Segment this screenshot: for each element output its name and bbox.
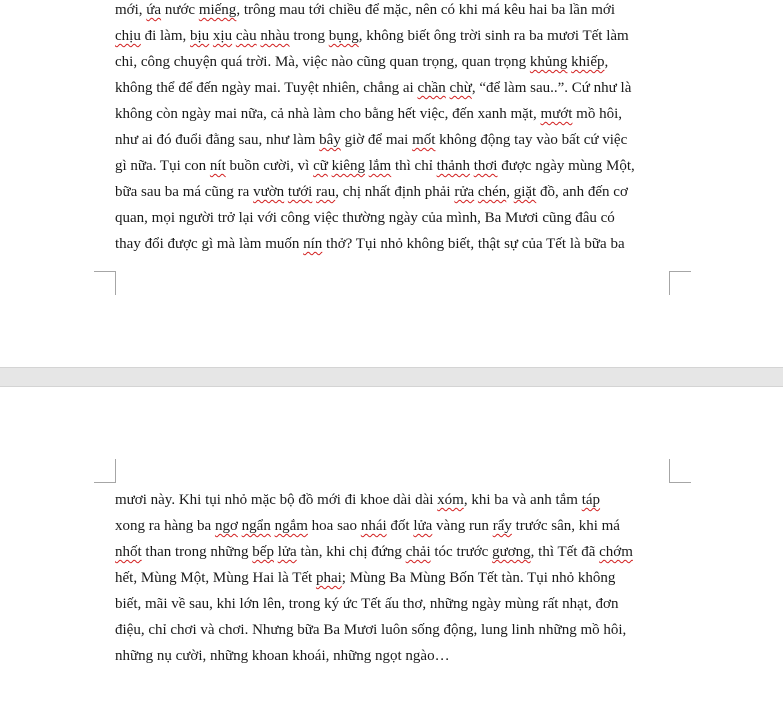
text-run[interactable]: , trông mau tới chiều để mặc, nên có khi má kêu hai ba lần mới	[236, 2, 615, 18]
text-run[interactable]: than trong những	[141, 544, 253, 560]
spelling-flagged-word[interactable]: kiêng	[331, 158, 365, 174]
spelling-flagged-word[interactable]: lửa	[277, 544, 297, 560]
spelling-flagged-word[interactable]: thảnh	[436, 158, 470, 174]
text-run[interactable]: giờ để mai	[340, 132, 413, 148]
text-run[interactable]: , thì Tết đã	[530, 544, 600, 560]
spelling-flagged-word[interactable]: táp	[581, 492, 601, 508]
page-2-top-right-margin-marker	[669, 459, 691, 483]
spelling-flagged-word[interactable]: nhốt	[115, 544, 142, 560]
text-run[interactable]: nước	[161, 2, 199, 18]
spelling-flagged-word[interactable]: chớm	[599, 544, 633, 560]
spelling-flagged-word[interactable]: nít	[209, 158, 226, 174]
spelling-flagged-word[interactable]: vườn	[253, 184, 285, 200]
text-line[interactable]	[115, 101, 675, 127]
spelling-flagged-word[interactable]: phai	[315, 570, 342, 586]
spelling-flagged-word[interactable]: chần	[417, 80, 446, 96]
text-run[interactable]: đi làm,	[140, 28, 190, 44]
page-2-body-text[interactable]	[115, 487, 675, 669]
text-run[interactable]: mươi này. Khi tụi nhỏ mặc bộ đồ mới đi khoe dài dài	[115, 492, 438, 508]
spelling-flagged-word[interactable]: nhàu	[260, 28, 290, 44]
text-run[interactable]: những nụ cười, những khoan khoái, những ngọt ngào…	[115, 648, 450, 664]
text-line[interactable]	[115, 0, 675, 23]
spelling-flagged-word[interactable]: rau	[316, 184, 336, 200]
spelling-flagged-word[interactable]: tưới	[287, 184, 313, 200]
spelling-flagged-word[interactable]: lửa	[413, 518, 433, 534]
text-run[interactable]: thở? Tụi nhỏ không biết, thật sự của Tết là bữa ba	[322, 236, 625, 252]
spelling-flagged-word[interactable]: khiếp	[571, 54, 605, 70]
text-line[interactable]	[115, 565, 675, 591]
spelling-flagged-word[interactable]: bây	[319, 132, 341, 148]
spelling-flagged-word[interactable]: chén	[477, 184, 507, 200]
spelling-flagged-word[interactable]: mốt	[412, 132, 436, 148]
text-line[interactable]	[115, 179, 675, 205]
text-line[interactable]	[115, 75, 675, 101]
spelling-flagged-word[interactable]: mướt	[540, 106, 573, 122]
spelling-flagged-word[interactable]: bịu	[190, 28, 210, 44]
spelling-flagged-word[interactable]: nín	[303, 236, 323, 252]
spelling-flagged-word[interactable]: khủng	[529, 54, 568, 70]
spelling-flagged-word[interactable]: chải	[405, 544, 431, 560]
text-line[interactable]	[115, 23, 675, 49]
text-run[interactable]: buồn cười, vì	[225, 158, 314, 174]
spelling-flagged-word[interactable]: cữ	[313, 158, 328, 174]
text-run[interactable]: được ngày mùng Một,	[497, 158, 635, 174]
text-run[interactable]: thay đổi được gì mà làm muốn	[115, 236, 304, 252]
page-1-body-text[interactable]	[115, 0, 675, 257]
spelling-flagged-word[interactable]: càu	[235, 28, 257, 44]
document-page-2[interactable]	[0, 387, 783, 728]
text-run[interactable]: hoa sao	[307, 518, 361, 534]
text-run[interactable]: không thể để đến ngày mai. Tuyệt nhiên, chẳng ai	[115, 80, 418, 96]
spelling-flagged-word[interactable]: xịu	[212, 28, 233, 44]
text-run[interactable]: , “để làm sau..”. Cứ như là	[471, 80, 632, 96]
text-run[interactable]: bữa sau ba má cũng ra	[115, 184, 254, 200]
spelling-flagged-word[interactable]: miếng	[198, 2, 237, 18]
text-run[interactable]: đồ, anh đến cơ	[536, 184, 628, 200]
text-run[interactable]: tàn, khi chị đứng	[296, 544, 406, 560]
text-run[interactable]: , không biết ông trời sinh ra ba mươi Tết làm	[358, 28, 629, 44]
text-line[interactable]	[115, 231, 675, 257]
text-run[interactable]: chi, công chuyện quá trời. Mà, việc nào cũng quan trọng, quan trọng	[115, 54, 530, 70]
text-run[interactable]: trong	[289, 28, 329, 44]
page-separator	[0, 367, 783, 387]
text-line[interactable]	[115, 617, 675, 643]
spelling-flagged-word[interactable]: giặt	[513, 184, 537, 200]
spelling-flagged-word[interactable]: lắm	[368, 158, 392, 174]
text-run[interactable]: ,	[604, 54, 609, 70]
text-run[interactable]: biết, mãi về sau, khi lớn lên, trong ký ức Tết ấu thơ, những ngày mùng rất nhạt, đơn	[115, 596, 619, 612]
spelling-flagged-word[interactable]: chịu	[115, 28, 141, 44]
text-run[interactable]: quan, mọi người trở lại với công việc thường ngày của mình, Ba Mươi cũng đâu có	[115, 210, 615, 226]
spelling-flagged-word[interactable]: ngắm	[274, 518, 308, 534]
page-2-top-left-margin-marker	[94, 459, 116, 483]
text-line[interactable]	[115, 49, 675, 75]
text-run[interactable]: , chị nhất định phải	[335, 184, 455, 200]
text-line[interactable]	[115, 153, 675, 179]
text-run[interactable]: xong ra hàng ba	[115, 518, 215, 534]
spelling-flagged-word[interactable]: ngẩn	[241, 518, 271, 534]
text-run[interactable]: không còn ngày mai nữa, cả nhà làm cho bằng hết việc, đến xanh mặt,	[115, 106, 541, 122]
text-line[interactable]	[115, 643, 675, 669]
spelling-flagged-word[interactable]: ứa	[146, 2, 162, 18]
text-line[interactable]	[115, 513, 675, 539]
spelling-flagged-word[interactable]: rẩy	[492, 518, 512, 534]
spelling-flagged-word[interactable]: bếp	[252, 544, 274, 560]
text-line[interactable]	[115, 591, 675, 617]
text-run[interactable]: vàng run	[432, 518, 493, 534]
text-run[interactable]: mới,	[115, 2, 147, 18]
spelling-flagged-word[interactable]: thơi	[473, 158, 498, 174]
text-line[interactable]	[115, 205, 675, 231]
text-line[interactable]	[115, 487, 675, 513]
spelling-flagged-word[interactable]: xóm	[437, 492, 464, 508]
text-run[interactable]: trước sân, khi má	[511, 518, 620, 534]
spelling-flagged-word[interactable]: ngơ	[214, 518, 238, 534]
spelling-flagged-word[interactable]: gương	[492, 544, 531, 560]
text-run[interactable]: điệu, chỉ chơi và chơi. Nhưng bữa Ba Mươi luôn sống động, lung linh những mồ hôi,	[115, 622, 627, 638]
text-run[interactable]: mồ hôi,	[572, 106, 622, 122]
text-run[interactable]: tóc trước	[430, 544, 493, 560]
text-run[interactable]: đốt	[386, 518, 414, 534]
text-run[interactable]: như ai đó đuổi đằng sau, như làm	[115, 132, 320, 148]
spelling-flagged-word[interactable]: bụng	[328, 28, 359, 44]
page-1-bottom-left-margin-marker	[94, 271, 116, 295]
text-run[interactable]: gì nữa. Tụi con	[115, 158, 210, 174]
text-run[interactable]: thì chỉ	[391, 158, 437, 174]
spelling-flagged-word[interactable]: nhái	[360, 518, 387, 534]
text-line[interactable]	[115, 127, 675, 153]
page-1-bottom-right-margin-marker	[669, 271, 691, 295]
text-run[interactable]: không động tay vào bất cứ việc	[435, 132, 628, 148]
text-run[interactable]: , khi ba và anh tắm	[463, 492, 582, 508]
spelling-flagged-word[interactable]: chừ	[449, 80, 472, 96]
text-line[interactable]	[115, 539, 675, 565]
text-run[interactable]: hết, Mùng Một, Mùng Hai là Tết	[115, 570, 316, 586]
text-run[interactable]: ,	[506, 184, 514, 200]
spelling-flagged-word[interactable]: rửa	[454, 184, 475, 200]
text-run[interactable]: ; Mùng Ba Mùng Bốn Tết tàn. Tụi nhỏ không	[341, 570, 616, 586]
